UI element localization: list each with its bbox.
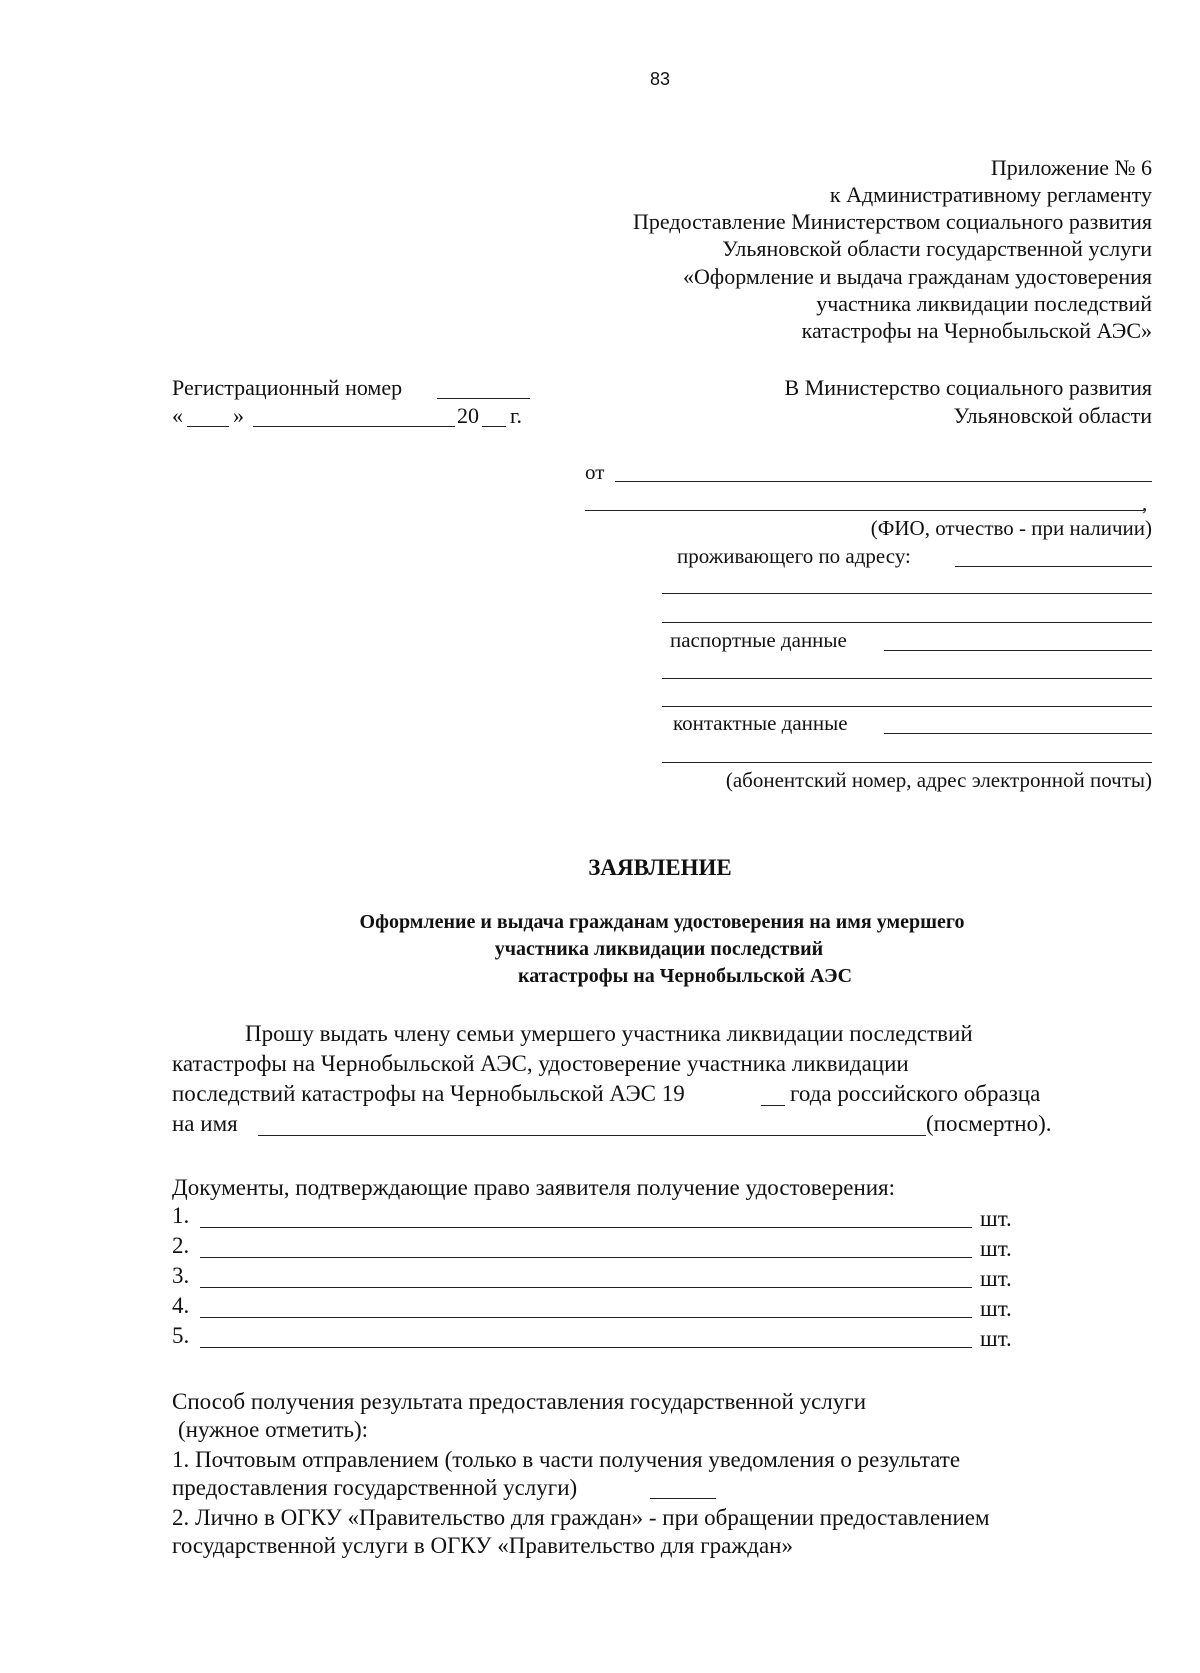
year-suffix: г. [510, 403, 523, 428]
address-field-3[interactable] [662, 622, 1152, 623]
document-item-field[interactable] [200, 1317, 972, 1318]
subtitle-line: участника ликвидации последствий [494, 938, 824, 960]
appendix-line: Приложение № 6 [990, 155, 1152, 180]
document-title: ЗАЯВЛЕНИЕ [588, 855, 732, 880]
contact-hint: (абонентский номер, адрес электронной почты) [725, 768, 1152, 792]
document-item-number: 1. [172, 1203, 190, 1228]
document-item-field[interactable] [200, 1257, 972, 1258]
contact-label: контактные данные [673, 711, 848, 735]
deceased-name-field[interactable] [258, 1135, 926, 1136]
subtitle-line: катастрофы на Чернобыльской АЭС [517, 965, 853, 987]
registration-number-field[interactable] [437, 398, 530, 399]
contact-field-2[interactable] [662, 762, 1152, 763]
applicant-name-field[interactable] [615, 481, 1152, 482]
passport-field-3[interactable] [662, 706, 1152, 707]
method-heading: Способ получения результата предоставления государственной услуги [172, 1389, 867, 1414]
applicant-name-field-2[interactable] [585, 510, 1144, 511]
appendix-line: Ульяновской области государственной услуги [722, 236, 1152, 261]
method-option-2-cont: государственной услуги в ОГКУ «Правительство для граждан» [172, 1533, 793, 1558]
appendix-line: Предоставление Министерством социального развития [633, 209, 1152, 234]
request-line: Прошу выдать члену семьи умершего участника ликвидации последствий [245, 1021, 973, 1046]
document-item-number: 4. [172, 1293, 190, 1318]
date-open-quote: « [172, 403, 183, 428]
date-year-field[interactable] [482, 426, 506, 427]
document-item-unit: шт. [980, 1296, 1012, 1321]
date-month-field[interactable] [253, 426, 455, 427]
comma: , [1142, 491, 1148, 515]
appendix-line: «Оформление и выдача гражданам удостоверения [683, 264, 1152, 289]
year-field[interactable] [761, 1105, 785, 1106]
request-line: (посмертно). [926, 1111, 1052, 1136]
passport-label: паспортные данные [670, 628, 847, 652]
document-item-field[interactable] [200, 1287, 972, 1288]
method-option-2: 2. Лично в ОГКУ «Правительство для граждан» - при обращении предоставлением [172, 1505, 990, 1530]
page-number: 83 [649, 69, 671, 89]
request-line: на имя [172, 1111, 238, 1136]
document-item-field[interactable] [200, 1227, 972, 1228]
appendix-line: участника ликвидации последствий [816, 291, 1152, 316]
addressee-line: Ульяновской области [953, 403, 1152, 428]
document-item-unit: шт. [980, 1206, 1012, 1231]
subtitle-line: Оформление и выдача гражданам удостоверения на имя умершего [359, 911, 965, 933]
document-item-number: 5. [172, 1323, 190, 1348]
documents-heading: Документы, подтверждающие право заявителя получение удостоверения: [172, 1175, 896, 1200]
document-item-number: 3. [172, 1263, 190, 1288]
contact-field[interactable] [884, 733, 1152, 734]
passport-field-2[interactable] [662, 678, 1152, 679]
addressee-line: В Министерство социального развития [784, 375, 1152, 400]
method-option-1-cont: предоставления государственной услуги) [172, 1475, 578, 1500]
passport-field[interactable] [884, 650, 1152, 651]
document-item-unit: шт. [980, 1236, 1012, 1261]
year-prefix: 20 [457, 403, 479, 428]
date-close-quote: » [233, 403, 244, 428]
appendix-line: к Административному регламенту [829, 182, 1152, 207]
document-item-unit: шт. [980, 1326, 1012, 1351]
from-label: от [585, 460, 605, 484]
request-line: года российского образца [790, 1081, 1041, 1106]
request-line: катастрофы на Чернобыльской АЭС, удостоверение участника ликвидации [172, 1051, 909, 1076]
fio-hint: (ФИО, отчество - при наличии) [870, 516, 1152, 540]
appendix-line: катастрофы на Чернобыльской АЭС» [801, 318, 1152, 343]
request-line: последствий катастрофы на Чернобыльской АЭС 19 [172, 1081, 685, 1106]
registration-label: Регистрационный номер [172, 375, 403, 400]
document-item-unit: шт. [980, 1266, 1012, 1291]
address-label: проживающего по адресу: [677, 544, 911, 568]
document-item-number: 2. [172, 1233, 190, 1258]
address-field-2[interactable] [662, 593, 1152, 594]
address-field[interactable] [955, 566, 1152, 567]
document-item-field[interactable] [200, 1347, 972, 1348]
option-1-mark-field[interactable] [650, 1498, 716, 1499]
method-option-1: 1. Почтовым отправлением (только в части получения уведомления о результате [172, 1447, 961, 1472]
date-day-field[interactable] [187, 426, 229, 427]
method-heading-hint: (нужное отметить): [178, 1417, 369, 1442]
